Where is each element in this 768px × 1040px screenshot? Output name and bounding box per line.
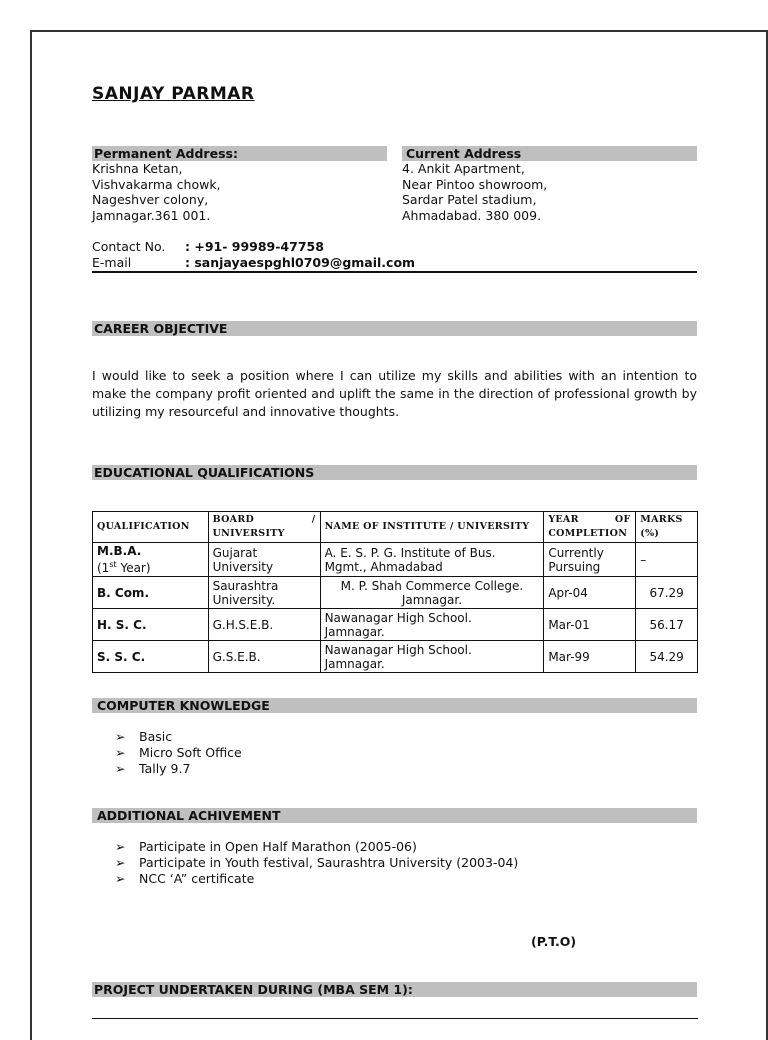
institute-value: M. P. Shah Commerce College. Jamnagar. (340, 578, 524, 607)
current-address-line: Sardar Patel stadium, (402, 192, 537, 207)
institute-cell: A. E. S. P. G. Institute of Bus. Mgmt., Ahmadabad (320, 543, 544, 577)
project-underline (92, 1018, 698, 1019)
institute-cell (320, 577, 544, 609)
year-cell: Mar-01 (544, 609, 636, 641)
current-address-heading: Current Address (402, 146, 697, 161)
column-header: YEAR OF COMPLETION (544, 512, 636, 543)
permanent-address-heading: Permanent Address: (92, 146, 387, 161)
institute-cell: Nawanagar High School. Jamnagar. (320, 641, 544, 673)
arrowhead-bullet-icon: ➢ (115, 761, 126, 776)
email-label: E-mail (92, 255, 132, 270)
header-divider (92, 271, 697, 273)
arrowhead-bullet-icon: ➢ (115, 745, 126, 760)
education-header-row (93, 512, 698, 543)
list-item-text: NCC ‘A” certificate (139, 871, 255, 886)
career-objective-text: I would like to seek a position where I can utilize my skills and abilities with an intention to make the company profit oriented and uplift the same in the direction of professional growth by utilizing my resourceful and innovative thoughts. (92, 368, 697, 419)
year-cell: Apr-04 (544, 577, 636, 609)
career-objective-heading: CAREER OBJECTIVE (92, 321, 697, 336)
qualification-cell: H. S. C. (93, 609, 209, 641)
current-address-line: Near Pintoo showroom, (402, 176, 548, 192)
year-cell: Mar-99 (544, 641, 636, 673)
arrowhead-bullet-icon: ➢ (115, 729, 126, 744)
list-item (115, 839, 518, 855)
list-item-text: Basic (139, 729, 173, 744)
institute-cell: Nawanagar High School. Jamnagar. (320, 609, 544, 641)
board-cell: Saurashtra University. (208, 577, 320, 609)
list-item (115, 745, 242, 761)
computer-knowledge-heading: COMPUTER KNOWLEDGE (92, 698, 697, 713)
email-value: : sanjayaespghl0709@gmail.com (185, 255, 416, 270)
achievement-list (115, 839, 518, 887)
education-table (92, 511, 698, 673)
marks-cell: – (636, 543, 698, 577)
list-item-text: Participate in Open Half Marathon (2005-06) (139, 839, 417, 854)
project-heading: PROJECT UNDERTAKEN DURING (MBA SEM 1): (92, 982, 697, 997)
qualification-cell: S. S. C. (93, 641, 209, 673)
column-header: MARKS (%) (636, 512, 698, 543)
arrowhead-bullet-icon: ➢ (115, 871, 126, 886)
list-item-text: Micro Soft Office (139, 745, 242, 760)
marks-cell: 56.17 (636, 609, 698, 641)
permanent-address-line: Krishna Ketan, (92, 161, 183, 176)
arrowhead-bullet-icon: ➢ (115, 855, 126, 870)
qualification-value: M.B.A. (97, 544, 142, 558)
table-row (93, 609, 698, 641)
board-cell: G.H.S.E.B. (208, 609, 320, 641)
permanent-address (92, 161, 221, 223)
year-cell: Currently Pursuing (544, 543, 636, 577)
additional-achievement-heading: ADDITIONAL ACHIVEMENT (92, 808, 697, 823)
current-address-line: Ahmadabad. 380 009. (402, 207, 542, 223)
marks-cell: 67.29 (636, 577, 698, 609)
board-cell: G.S.E.B. (208, 641, 320, 673)
contact-block (92, 239, 415, 271)
list-item-text: Participate in Youth festival, Saurashtra University (2003-04) (139, 855, 519, 870)
permanent-address-line: Vishvakarma chowk, (92, 176, 221, 192)
list-item (115, 729, 242, 745)
qualification-cell (93, 543, 209, 577)
column-header: BOARD / UNIVERSITY (208, 512, 320, 543)
list-item (115, 855, 518, 871)
list-item-text: Tally 9.7 (139, 761, 191, 776)
phone-label: Contact No. (92, 239, 166, 254)
table-row (93, 641, 698, 673)
column-header: NAME OF INSTITUTE / UNIVERSITY (320, 512, 544, 543)
list-item (115, 871, 518, 887)
candidate-name: SANJAY PARMAR (92, 84, 255, 104)
education-heading: EDUCATIONAL QUALIFICATIONS (92, 465, 697, 480)
marks-cell: 54.29 (636, 641, 698, 673)
arrowhead-bullet-icon: ➢ (115, 839, 126, 854)
board-cell: Gujarat University (208, 543, 320, 577)
qualification-cell: B. Com. (93, 577, 209, 609)
table-row (93, 543, 698, 577)
current-address (402, 161, 547, 223)
table-row (93, 577, 698, 609)
column-header: QUALIFICATION (93, 512, 209, 543)
permanent-address-line: Jamnagar.361 001. (92, 207, 211, 223)
computer-knowledge-list (115, 729, 242, 777)
list-item (115, 761, 242, 777)
qualification-sub: (1st Year) (97, 560, 151, 575)
current-address-line: 4. Ankit Apartment, (402, 161, 525, 176)
phone-value: : +91- 99989-47758 (185, 239, 324, 254)
pto-note: (P.T.O) (531, 934, 577, 949)
permanent-address-line: Nageshver colony, (92, 192, 209, 207)
